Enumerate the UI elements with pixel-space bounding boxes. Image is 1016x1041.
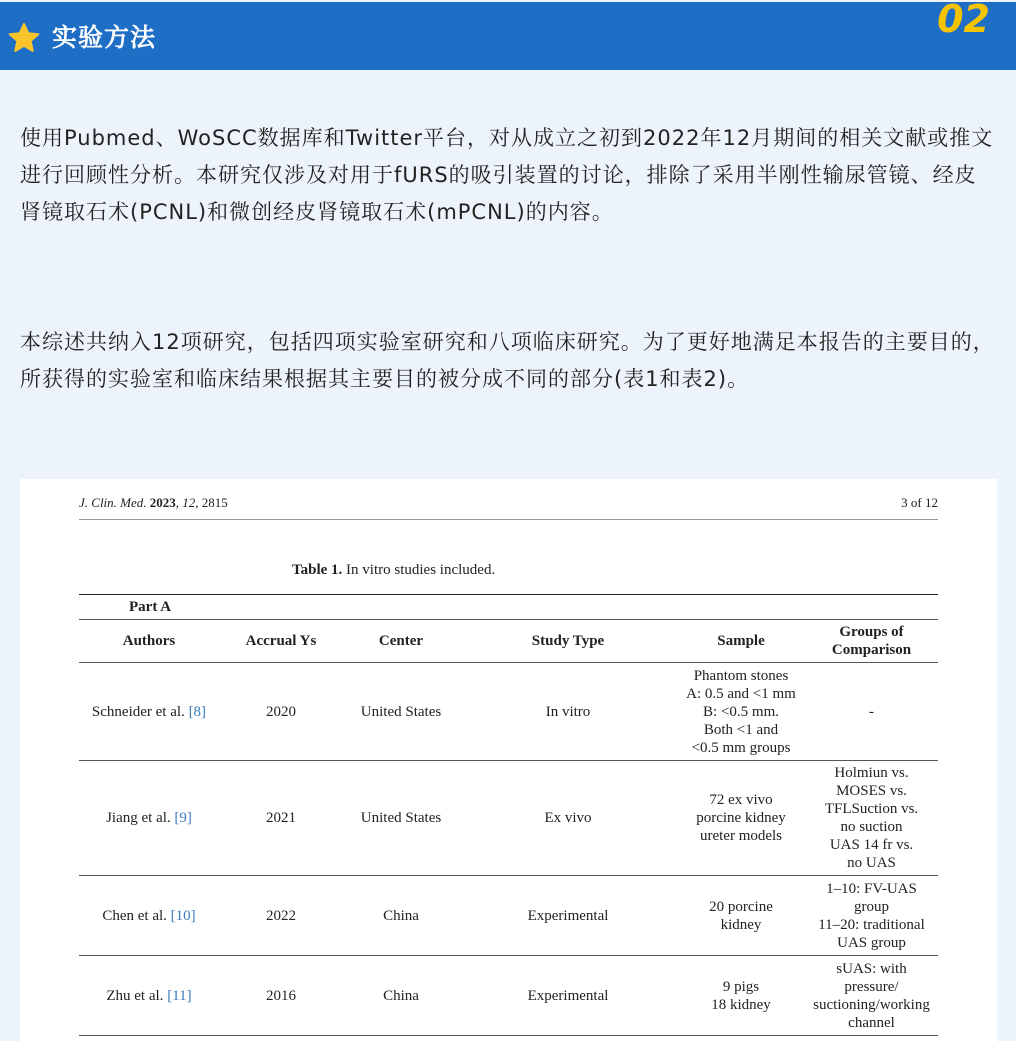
section-number: 02 xyxy=(937,0,990,41)
column-header: Authors xyxy=(79,620,219,663)
reference-link[interactable]: [10] xyxy=(170,907,196,924)
column-header: Sample xyxy=(677,620,805,663)
comparison-cell: - xyxy=(805,663,938,761)
comparison-cell: 1–10: FV-UAS group 11–20: traditional UAS group xyxy=(805,876,938,956)
journal-volume: 12 xyxy=(182,495,196,510)
year-cell: 2020 xyxy=(219,663,343,761)
comparison-cell: sUAS: with pressure/ suctioning/working channel xyxy=(805,956,938,1036)
paper-excerpt xyxy=(20,479,997,1041)
year-cell: 2016 xyxy=(219,956,343,1036)
header-rule xyxy=(79,519,938,520)
page-number: 3 of 12 xyxy=(901,495,938,510)
year-cell: 2022 xyxy=(219,876,343,956)
section-title: 实验方法 xyxy=(52,23,157,52)
studies-table xyxy=(79,594,938,1036)
table-label: Table 1. xyxy=(292,562,343,578)
journal-name: J. Clin. Med. xyxy=(79,495,147,510)
center-cell: United States xyxy=(343,663,459,761)
table-row xyxy=(79,761,938,876)
sample-cell: 20 porcine kidney xyxy=(677,876,805,956)
star-icon xyxy=(8,22,40,54)
reference-link[interactable]: [9] xyxy=(174,810,192,826)
column-header: Accrual Ys xyxy=(219,620,343,663)
table-row xyxy=(79,876,938,956)
table-title: In vitro studies included. xyxy=(346,562,496,578)
author-cell: Jiang et al. [9] xyxy=(79,761,219,876)
sample-cell: 72 ex vivo porcine kidney ureter models xyxy=(677,761,805,876)
part-label: Part A xyxy=(79,595,938,620)
center-cell: China xyxy=(343,876,459,956)
running-head: J. Clin. Med. 2023, 12, 2815 xyxy=(79,495,228,510)
sample-cell: 9 pigs 18 kidney xyxy=(677,956,805,1036)
author-cell: Zhu et al. [11] xyxy=(79,956,219,1036)
part-row xyxy=(79,595,938,620)
reference-link[interactable]: [11] xyxy=(167,987,192,1004)
column-header: Groups of Comparison xyxy=(805,620,938,663)
center-cell: China xyxy=(343,956,459,1036)
column-header: Center xyxy=(343,620,459,663)
reference-link[interactable]: [8] xyxy=(188,703,207,720)
table-caption xyxy=(292,562,495,579)
type-cell: Experimental xyxy=(459,956,677,1036)
author-cell: Chen et al. [10] xyxy=(79,876,219,956)
article-number: 2815 xyxy=(201,495,228,510)
methods-paragraph-1: 使用Pubmed、WoSCC数据库和Twitter平台，对从成立之初到2022年12月期间的相关文献或推文进行回顾性分析。本研究仅涉及对用于fURS的吸引装置的讨论，排除了采用半刚性输尿管镜、经皮肾镜取石术(PCNL)和微创经皮肾镜取石术(mPCNL)的内容。 xyxy=(20,126,994,224)
column-header: Study Type xyxy=(459,620,677,663)
table-header-row xyxy=(79,620,938,663)
journal-year: 2023 xyxy=(149,495,176,510)
comparison-cell: Holmiun vs. MOSES vs. TFLSuction vs. no suction UAS 14 fr vs. no UAS xyxy=(805,761,938,876)
sample-cell: Phantom stones A: 0.5 and <1 mm B: <0.5 mm. Both <1 and <0.5 mm groups xyxy=(677,663,805,761)
author-cell: Schneider et al. [8] xyxy=(79,663,219,761)
type-cell: In vitro xyxy=(459,663,677,761)
methods-paragraph-2: 本综述共纳入12项研究，包括四项实验室研究和八项临床研究。为了更好地满足本报告的主要目的，所获得的实验室和临床结果根据其主要目的被分成不同的部分(表1和表2)。 xyxy=(20,330,995,391)
type-cell: Experimental xyxy=(459,876,677,956)
year-cell: 2021 xyxy=(219,761,343,876)
section-header-bar xyxy=(0,2,1016,70)
table-row xyxy=(79,956,938,1036)
table-row xyxy=(79,663,938,761)
center-cell: United States xyxy=(343,761,459,876)
type-cell: Ex vivo xyxy=(459,761,677,876)
